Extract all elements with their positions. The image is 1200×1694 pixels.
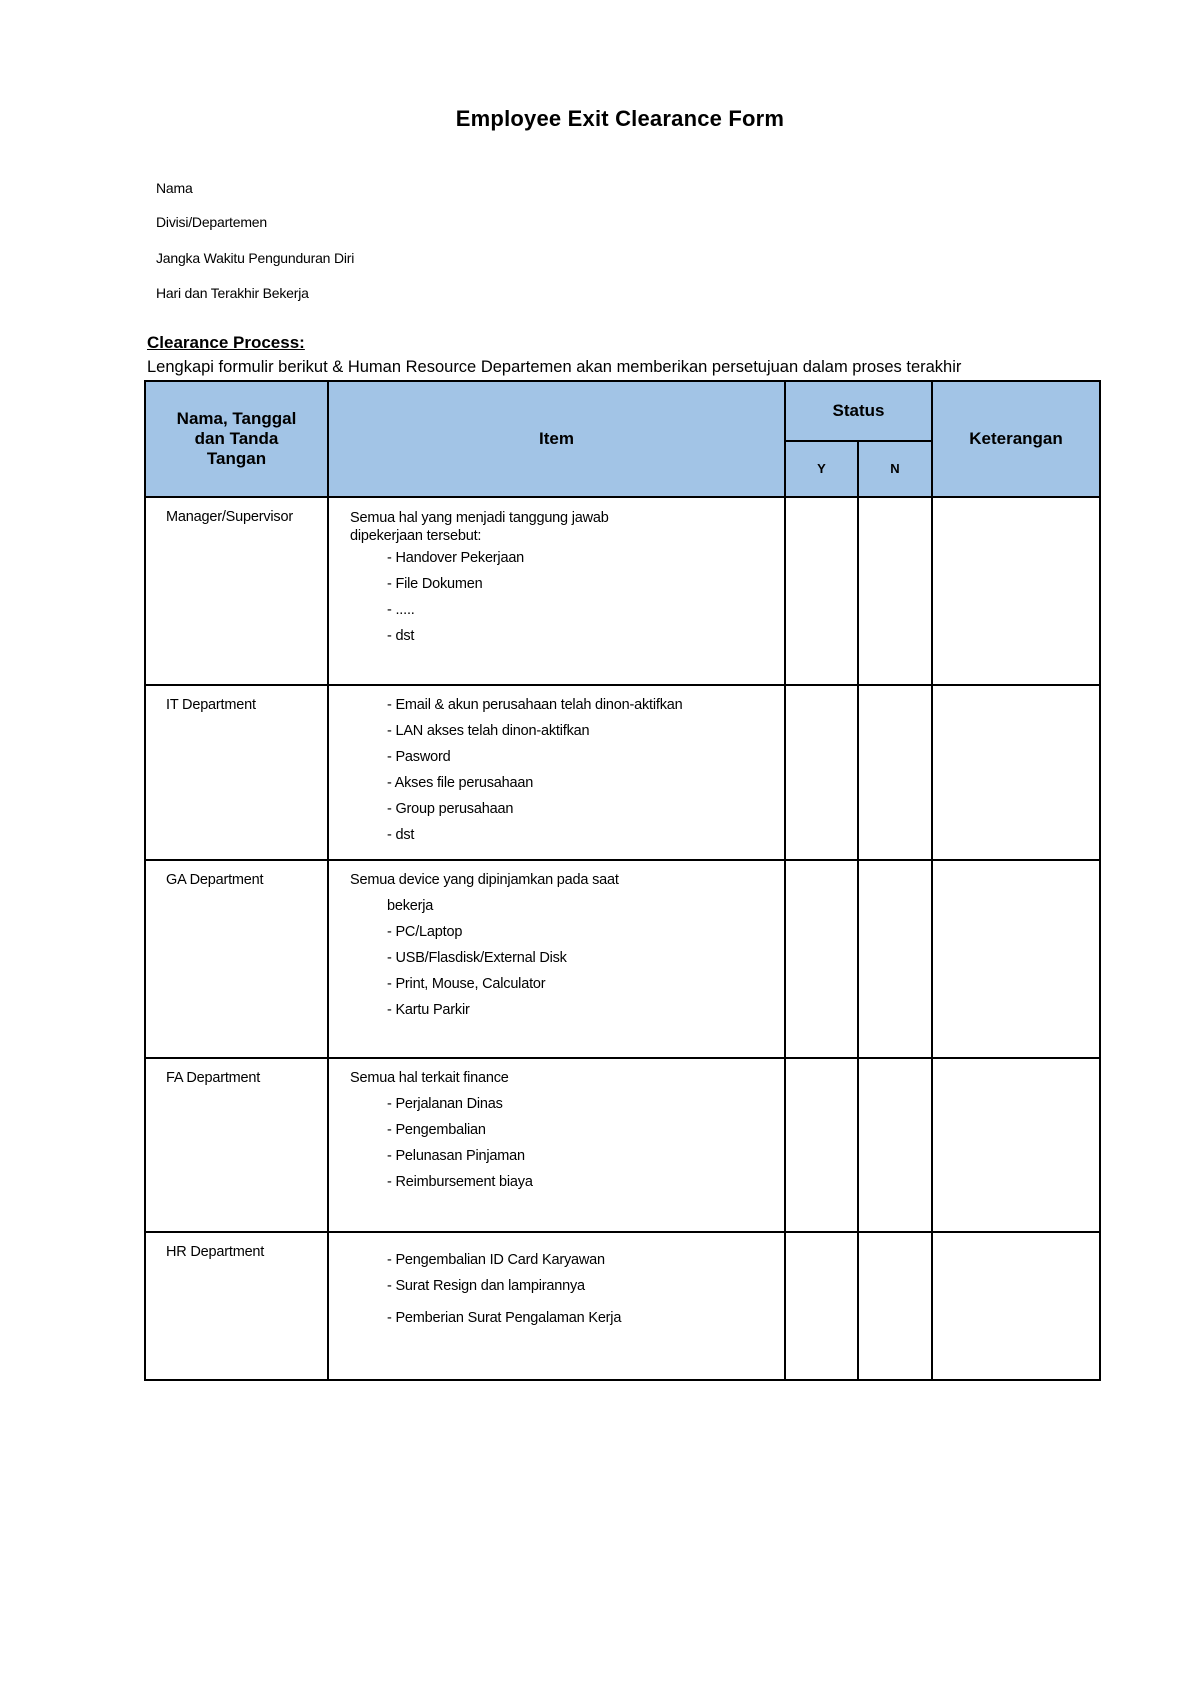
item-line: - dst bbox=[387, 628, 415, 644]
field-nama: Nama bbox=[156, 180, 193, 196]
clearance-intro: Lengkapi formulir berikut & Human Resource Departemen akan memberikan persetujuan dalam proses terakhir bbox=[147, 358, 962, 376]
dept-cell: FA Department bbox=[145, 1058, 328, 1232]
item-line: - Reimbursement biaya bbox=[387, 1174, 533, 1190]
dept-cell: HR Department bbox=[145, 1232, 328, 1380]
item-line: - Akses file perusahaan bbox=[387, 775, 534, 791]
item-line: - Perjalanan Dinas bbox=[387, 1096, 503, 1112]
item-lead-line: Semua device yang dipinjamkan pada saat bbox=[350, 872, 619, 888]
item-line: bekerja bbox=[387, 898, 434, 914]
table-row bbox=[145, 1058, 1100, 1232]
status-y-cell[interactable] bbox=[785, 1058, 858, 1232]
item-line: - Pemberian Surat Pengalaman Kerja bbox=[387, 1310, 622, 1326]
remarks-cell[interactable] bbox=[932, 1058, 1100, 1232]
dept-cell: Manager/Supervisor bbox=[145, 497, 328, 685]
remarks-cell[interactable] bbox=[932, 685, 1100, 860]
status-n-cell[interactable] bbox=[858, 497, 932, 685]
item-cell bbox=[328, 497, 785, 685]
item-line: - Print, Mouse, Calculator bbox=[387, 976, 546, 992]
item-line: - Group perusahaan bbox=[387, 801, 514, 817]
item-line: - dst bbox=[387, 827, 415, 843]
item-lead-line: Semua hal terkait finance bbox=[350, 1070, 509, 1086]
item-cell bbox=[328, 1058, 785, 1232]
status-y-cell[interactable] bbox=[785, 1232, 858, 1380]
item-line: - PC/Laptop bbox=[387, 924, 463, 940]
field-jangka-waktu: Jangka Wakitu Pengunduran Diri bbox=[156, 250, 355, 266]
header-remarks: Keterangan bbox=[932, 381, 1100, 497]
field-hari-terakhir: Hari dan Terakhir Bekerja bbox=[156, 285, 309, 301]
status-y-cell[interactable] bbox=[785, 860, 858, 1058]
item-line: - Pasword bbox=[387, 749, 451, 765]
item-line: - File Dokumen bbox=[387, 576, 483, 592]
status-y-cell[interactable] bbox=[785, 497, 858, 685]
item-line: - Surat Resign dan lampirannya bbox=[387, 1278, 585, 1294]
item-cell bbox=[328, 685, 785, 860]
table-row bbox=[145, 685, 1100, 860]
item-lead-line: dipekerjaan tersebut: bbox=[350, 528, 482, 544]
item-line: - ..... bbox=[387, 602, 415, 618]
remarks-cell[interactable] bbox=[932, 497, 1100, 685]
field-divisi: Divisi/Departemen bbox=[156, 214, 267, 230]
header-item: Item bbox=[328, 381, 785, 497]
status-n-cell[interactable] bbox=[858, 1058, 932, 1232]
status-y-cell[interactable] bbox=[785, 685, 858, 860]
table-row bbox=[145, 1232, 1100, 1380]
item-line: - Pengembalian ID Card Karyawan bbox=[387, 1252, 605, 1268]
table-row bbox=[145, 497, 1100, 685]
item-line: - USB/Flasdisk/External Disk bbox=[387, 950, 567, 966]
dept-cell: GA Department bbox=[145, 860, 328, 1058]
header-name-date-sign: Nama, Tanggal dan Tanda Tangan bbox=[145, 381, 328, 497]
dept-cell: IT Department bbox=[145, 685, 328, 860]
clearance-table bbox=[144, 380, 1101, 1381]
header-status: Status bbox=[785, 381, 932, 441]
form-title: Employee Exit Clearance Form bbox=[455, 106, 785, 131]
item-line: - Email & akun perusahaan telah dinon-aktifkan bbox=[387, 697, 683, 713]
item-line: - LAN akses telah dinon-aktifkan bbox=[387, 723, 590, 739]
clearance-heading: Clearance Process: bbox=[147, 333, 305, 352]
status-n-cell[interactable] bbox=[858, 860, 932, 1058]
item-cell bbox=[328, 860, 785, 1058]
item-line: - Pelunasan Pinjaman bbox=[387, 1148, 525, 1164]
item-cell bbox=[328, 1232, 785, 1380]
table-row bbox=[145, 860, 1100, 1058]
status-n-cell[interactable] bbox=[858, 1232, 932, 1380]
remarks-cell[interactable] bbox=[932, 860, 1100, 1058]
remarks-cell[interactable] bbox=[932, 1232, 1100, 1380]
item-lead-line: Semua hal yang menjadi tanggung jawab bbox=[350, 510, 609, 526]
status-n-cell[interactable] bbox=[858, 685, 932, 860]
header-status-n: N bbox=[858, 441, 932, 497]
item-line: - Kartu Parkir bbox=[387, 1002, 470, 1018]
header-status-y: Y bbox=[785, 441, 858, 497]
item-line: - Pengembalian bbox=[387, 1122, 486, 1138]
item-line: - Handover Pekerjaan bbox=[387, 550, 525, 566]
